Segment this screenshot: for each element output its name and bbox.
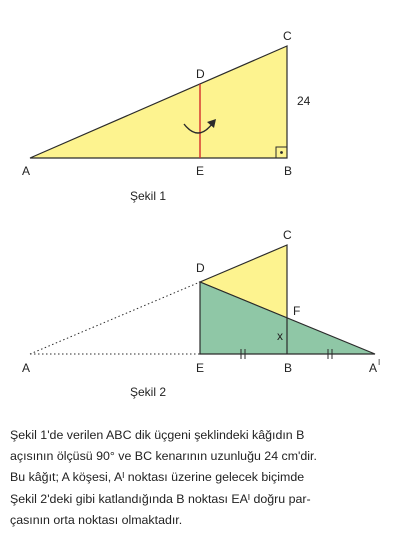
label-b-fig2: B <box>284 361 293 375</box>
problem-line-1: Şekil 1'de verilen ABC dik üçgeni şeklindeki kâğıdın B <box>10 428 305 442</box>
label-c: C <box>283 29 292 43</box>
right-angle-dot-b <box>280 151 283 154</box>
label-d-fig2: D <box>196 261 205 275</box>
figure-1 <box>22 29 311 203</box>
label-d: D <box>196 67 205 81</box>
problem-text <box>10 425 402 531</box>
caption-figure-1: Şekil 1 <box>130 189 167 203</box>
label-bc-length: 24 <box>297 94 311 108</box>
label-e: E <box>196 164 205 178</box>
label-f: F <box>293 304 301 318</box>
figure-2 <box>22 228 380 399</box>
label-aprime: A <box>369 361 378 375</box>
problem-line-3: Bu kâğıt; A köşesi, Aᴵ noktası üzerine gelecek biçimde <box>10 470 305 485</box>
dotted-edge-ad <box>30 282 200 354</box>
label-aprime-mark: I <box>378 358 381 367</box>
label-e-fig2: E <box>196 361 205 375</box>
label-a-fig2: A <box>22 361 31 375</box>
caption-figure-2: Şekil 2 <box>130 385 167 399</box>
label-b: B <box>284 164 293 178</box>
label-x: x <box>277 329 283 343</box>
label-c-fig2: C <box>283 228 292 242</box>
triangle-abc-paper <box>30 46 287 158</box>
problem-line-2: açısının ölçüsü 90° ve BC kenarının uzunluğu 24 cm'dir. <box>10 449 317 464</box>
problem-line-4: Şekil 2'deki gibi katlandığında B noktası EAᴵ doğru par- <box>10 491 311 506</box>
problem-line-5: çasının orta noktası olmaktadır. <box>10 512 183 527</box>
label-a: A <box>22 164 31 178</box>
